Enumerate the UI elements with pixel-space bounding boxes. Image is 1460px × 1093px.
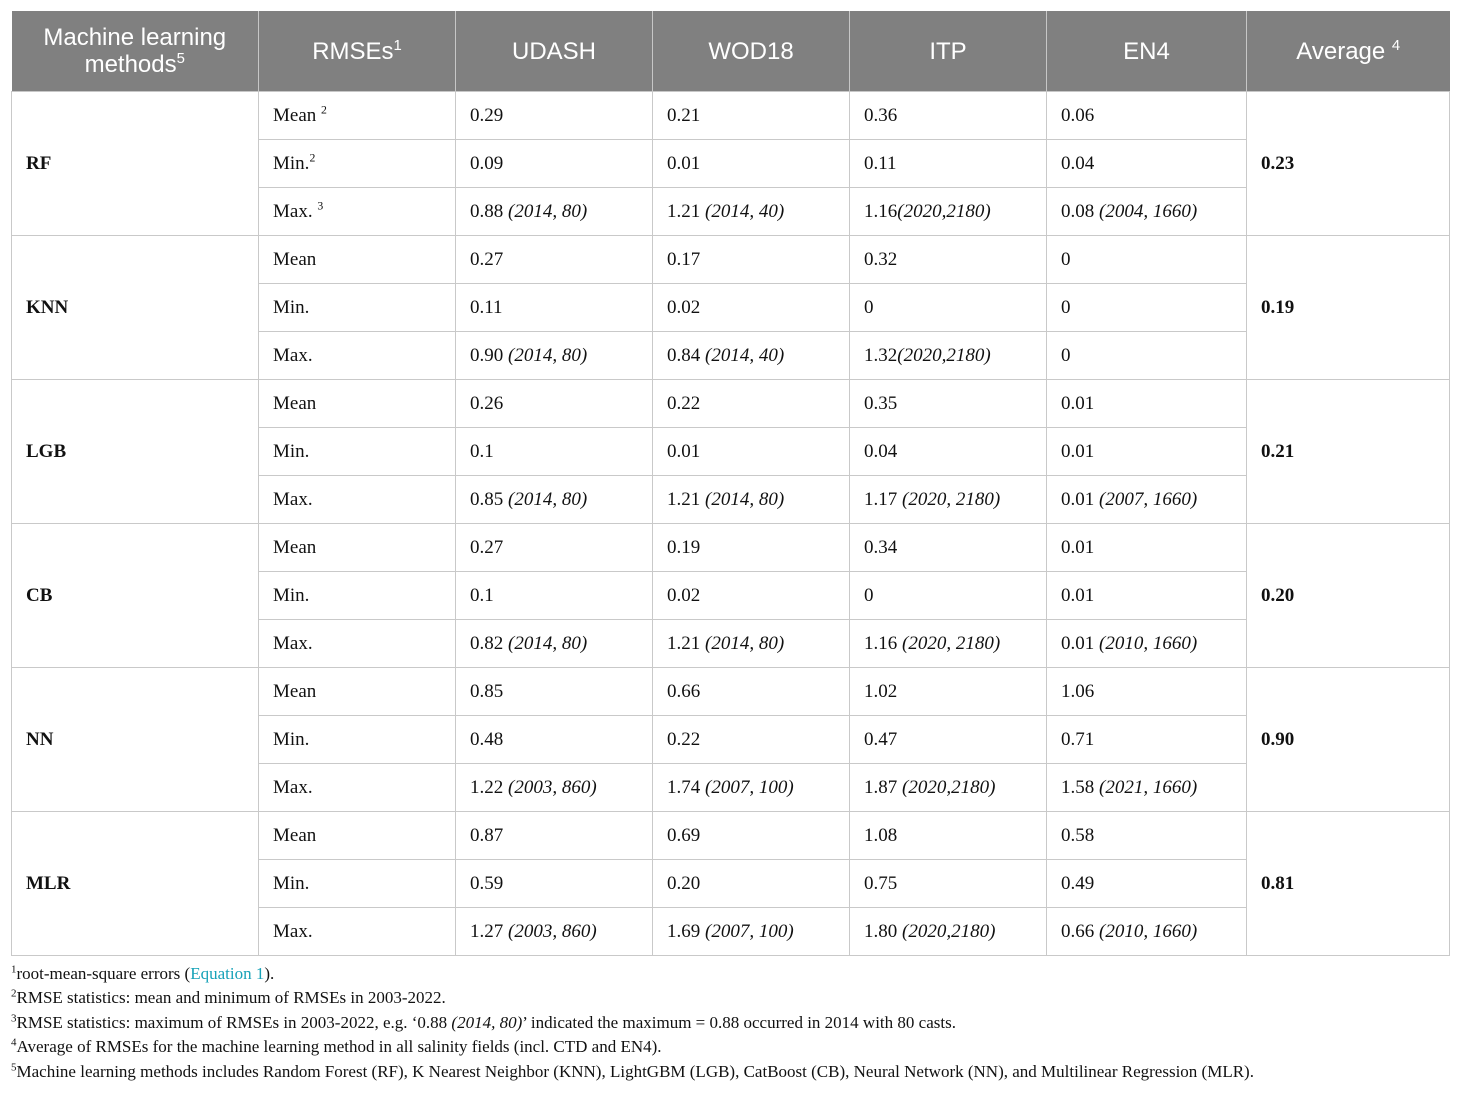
udash-value-cell — [456, 380, 653, 428]
udash-value: 0.85 — [470, 488, 504, 510]
en4-value-cell — [1047, 716, 1247, 764]
udash-value: 0.90 — [470, 344, 504, 366]
udash-value: 0.26 — [470, 392, 504, 414]
udash-value: 0.1 — [470, 584, 494, 606]
footnote-4: $^4$Average of RMSEs for the machine learning method in all salinity fields (incl. CTD and EN4). — [11, 1036, 662, 1057]
itp-value: 0.35 — [864, 392, 898, 414]
stat-label-cell — [259, 332, 456, 380]
itp-value-cell — [850, 620, 1047, 668]
en4-value: 0.01 — [1061, 536, 1095, 558]
wod18-value: 0.21 — [667, 104, 701, 126]
average-cell: 0.81 — [1247, 812, 1450, 956]
stat-label-cell — [259, 92, 456, 140]
itp-value-cell — [850, 812, 1047, 860]
en4-max-note: (2021, 1660) — [1099, 776, 1198, 798]
en4-value: 0.01 — [1061, 584, 1095, 606]
udash-value: 0.27 — [470, 248, 504, 270]
itp-max-note: (2020,2180) — [902, 776, 996, 798]
itp-max-note: (2020,2180) — [897, 344, 991, 366]
stat-label-cell — [259, 524, 456, 572]
method-name-cell: NN — [12, 668, 259, 812]
udash-max-note: (2014, 80) — [508, 200, 588, 222]
itp-value-cell — [850, 716, 1047, 764]
itp-value-cell — [850, 284, 1047, 332]
udash-value-cell — [456, 572, 653, 620]
wod18-value-cell — [653, 812, 850, 860]
average-cell: 0.23 — [1247, 92, 1450, 236]
stat-label-cell — [259, 428, 456, 476]
stat-label-cell — [259, 236, 456, 284]
itp-value: 1.17 — [864, 488, 898, 510]
udash-value-cell — [456, 812, 653, 860]
itp-value: 1.16 — [864, 632, 898, 654]
en4-value-cell — [1047, 764, 1247, 812]
stat-label: Mean — [273, 680, 317, 702]
itp-max-note: (2020, 2180) — [902, 632, 1001, 654]
wod18-value: 0.17 — [667, 248, 701, 270]
en4-value: 0.01 — [1061, 488, 1095, 510]
itp-value-cell — [850, 572, 1047, 620]
method-name-cell: RF — [12, 92, 259, 236]
udash-value: 0.27 — [470, 536, 504, 558]
table-row — [12, 92, 1450, 140]
udash-value-cell — [456, 332, 653, 380]
udash-max-note: (2003, 860) — [508, 776, 597, 798]
table-row — [12, 812, 1450, 860]
stat-label: Mean — [273, 824, 317, 846]
stat-label: Mean — [273, 248, 317, 270]
stat-label: Max. — [273, 200, 313, 222]
stat-label-cell — [259, 572, 456, 620]
stat-footnote-marker: 2 — [321, 103, 327, 117]
wod18-value: 0.20 — [667, 872, 701, 894]
stat-label-cell — [259, 284, 456, 332]
table-row — [12, 524, 1450, 572]
wod18-max-note: (2014, 80) — [705, 488, 785, 510]
en4-value: 0.66 — [1061, 920, 1095, 942]
itp-value-cell — [850, 860, 1047, 908]
udash-value-cell — [456, 716, 653, 764]
en4-value-cell — [1047, 284, 1247, 332]
stat-label-cell — [259, 860, 456, 908]
stat-footnote-marker: 2 — [309, 151, 316, 165]
itp-value-cell — [850, 908, 1047, 956]
en4-value-cell — [1047, 476, 1247, 524]
itp-value-cell — [850, 92, 1047, 140]
udash-value: 0.82 — [470, 632, 504, 654]
wod18-max-note: (2014, 80) — [705, 632, 785, 654]
wod18-value: 0.84 — [667, 344, 701, 366]
stat-footnote-marker: 3 — [317, 199, 324, 213]
wod18-value: 0.02 — [667, 584, 701, 606]
en4-value: 0.01 — [1061, 392, 1095, 414]
wod18-value: 0.19 — [667, 536, 701, 558]
equation-link[interactable]: Equation 1 — [190, 964, 265, 983]
stat-label-cell — [259, 620, 456, 668]
average-cell: 0.19 — [1247, 236, 1450, 380]
stat-label-cell — [259, 716, 456, 764]
wod18-value-cell — [653, 428, 850, 476]
wod18-value-cell — [653, 476, 850, 524]
en4-value: 0.58 — [1061, 824, 1095, 846]
table-row — [12, 668, 1450, 716]
method-name-cell: KNN — [12, 236, 259, 380]
udash-value-cell — [456, 860, 653, 908]
itp-value: 0.75 — [864, 872, 898, 894]
method-name-cell: LGB — [12, 380, 259, 524]
wod18-value: 1.21 — [667, 632, 701, 654]
method-name-cell: CB — [12, 524, 259, 668]
itp-value-cell — [850, 668, 1047, 716]
wod18-value-cell — [653, 188, 850, 236]
wod18-value: 0.66 — [667, 680, 701, 702]
itp-value: 0.04 — [864, 440, 898, 462]
en4-value: 0.01 — [1061, 440, 1095, 462]
itp-value-cell — [850, 188, 1047, 236]
stat-label-cell — [259, 140, 456, 188]
itp-value: 0.11 — [864, 152, 897, 174]
udash-value-cell — [456, 284, 653, 332]
en4-value: 0.06 — [1061, 104, 1095, 126]
udash-value: 0.11 — [470, 296, 503, 318]
en4-value-cell — [1047, 236, 1247, 284]
footnote-1: $^1$root-mean-square errors (Equation 1). — [11, 963, 275, 983]
wod18-value: 0.01 — [667, 440, 701, 462]
itp-value: 0 — [864, 584, 874, 606]
en4-value-cell — [1047, 428, 1247, 476]
stat-label: Max. — [273, 920, 313, 942]
udash-max-note: (2014, 80) — [508, 488, 588, 510]
wod18-value-cell — [653, 524, 850, 572]
stat-label: Max. — [273, 776, 313, 798]
itp-value: 0.34 — [864, 536, 898, 558]
wod18-value-cell — [653, 92, 850, 140]
en4-value-cell — [1047, 668, 1247, 716]
itp-max-note: (2020,2180) — [902, 920, 996, 942]
stat-label: Max. — [273, 344, 313, 366]
itp-value-cell — [850, 332, 1047, 380]
stat-label: Mean — [273, 536, 317, 558]
en4-value: 0.04 — [1061, 152, 1095, 174]
udash-value: 0.09 — [470, 152, 504, 174]
wod18-value: 1.69 — [667, 920, 701, 942]
en4-value-cell — [1047, 524, 1247, 572]
wod18-value-cell — [653, 380, 850, 428]
wod18-value-cell — [653, 284, 850, 332]
stat-label: Min. — [273, 872, 310, 894]
itp-value: 1.80 — [864, 920, 898, 942]
table-header — [12, 11, 1450, 92]
udash-value: 0.1 — [470, 440, 494, 462]
wod18-max-note: (2014, 40) — [705, 200, 785, 222]
header-itp: ITP — [850, 11, 1047, 92]
wod18-value: 0.69 — [667, 824, 701, 846]
en4-max-note: (2007, 1660) — [1099, 488, 1198, 510]
wod18-max-note: (2014, 40) — [705, 344, 785, 366]
udash-value-cell — [456, 428, 653, 476]
udash-value: 0.88 — [470, 200, 504, 222]
en4-value-cell — [1047, 92, 1247, 140]
en4-value: 0.08 — [1061, 200, 1095, 222]
udash-value-cell — [456, 92, 653, 140]
wod18-value-cell — [653, 620, 850, 668]
wod18-value-cell — [653, 236, 850, 284]
en4-value-cell — [1047, 332, 1247, 380]
header-wod18: WOD18 — [653, 11, 850, 92]
stat-label-cell — [259, 764, 456, 812]
udash-value: 0.29 — [470, 104, 504, 126]
udash-value-cell — [456, 908, 653, 956]
itp-value-cell — [850, 236, 1047, 284]
itp-max-note: (2020,2180) — [897, 200, 991, 222]
header-udash: UDASH — [456, 11, 653, 92]
en4-max-note: (2010, 1660) — [1099, 632, 1198, 654]
stat-label: Min. — [273, 296, 310, 318]
header-average: Average $^4$ — [1247, 11, 1450, 92]
en4-value: 0 — [1061, 344, 1071, 366]
en4-value-cell — [1047, 140, 1247, 188]
udash-value-cell — [456, 524, 653, 572]
stat-label: Min. — [273, 440, 310, 462]
itp-value-cell — [850, 380, 1047, 428]
wod18-value-cell — [653, 860, 850, 908]
itp-value: 1.02 — [864, 680, 898, 702]
udash-max-note: (2003, 860) — [508, 920, 597, 942]
header-rmses: RMSEs$^1$ — [259, 11, 456, 92]
stat-label-cell — [259, 908, 456, 956]
footnote-5: $^5$Machine learning methods includes Random Forest (RF), K Nearest Neighbor (KNN), LightGBM (LGB), CatBoost (CB), Neural Network (NN), and Multilinear Regression (MLR). — [11, 1060, 1254, 1081]
table-row — [12, 380, 1450, 428]
udash-max-note: (2014, 80) — [508, 344, 588, 366]
en4-value: 0 — [1061, 296, 1071, 318]
wod18-value: 1.21 — [667, 488, 701, 510]
stat-label-cell — [259, 668, 456, 716]
udash-value: 1.27 — [470, 920, 504, 942]
itp-value-cell — [850, 428, 1047, 476]
en4-value-cell — [1047, 572, 1247, 620]
itp-value: 1.32 — [864, 344, 898, 366]
stat-label: Min. — [273, 728, 310, 750]
stat-label-cell — [259, 476, 456, 524]
en4-max-note: (2004, 1660) — [1099, 200, 1198, 222]
wod18-value: 0.01 — [667, 152, 701, 174]
itp-value: 1.16 — [864, 200, 898, 222]
en4-value-cell — [1047, 620, 1247, 668]
average-cell: 0.20 — [1247, 524, 1450, 668]
itp-value: 0.47 — [864, 728, 898, 750]
en4-value: 1.06 — [1061, 680, 1095, 702]
udash-value: 1.22 — [470, 776, 504, 798]
header-methods: Machine learning methods$^5$ — [12, 11, 259, 92]
wod18-value-cell — [653, 332, 850, 380]
udash-value-cell — [456, 188, 653, 236]
wod18-value-cell — [653, 764, 850, 812]
udash-value: 0.85 — [470, 680, 504, 702]
wod18-value: 0.22 — [667, 392, 701, 414]
itp-value-cell — [850, 140, 1047, 188]
en4-value-cell — [1047, 908, 1247, 956]
itp-max-note: (2020, 2180) — [902, 488, 1001, 510]
udash-value-cell — [456, 140, 653, 188]
stat-label: Mean — [273, 392, 317, 414]
en4-value: 0.01 — [1061, 632, 1095, 654]
udash-value: 0.59 — [470, 872, 504, 894]
udash-value-cell — [456, 236, 653, 284]
itp-value: 0.32 — [864, 248, 898, 270]
rmse-table — [11, 11, 1450, 956]
en4-value-cell — [1047, 380, 1247, 428]
udash-value: 0.87 — [470, 824, 504, 846]
wod18-value-cell — [653, 716, 850, 764]
wod18-value: 0.22 — [667, 728, 701, 750]
table-body — [12, 92, 1450, 956]
footnote-2: $^2$RMSE statistics: mean and minimum of RMSEs in 2003-2022. — [11, 987, 446, 1008]
udash-value-cell — [456, 476, 653, 524]
wod18-value-cell — [653, 908, 850, 956]
wod18-max-note: (2007, 100) — [705, 776, 794, 798]
en4-value: 1.58 — [1061, 776, 1095, 798]
wod18-value: 1.74 — [667, 776, 701, 798]
itp-value-cell — [850, 476, 1047, 524]
wod18-value-cell — [653, 668, 850, 716]
en4-value-cell — [1047, 812, 1247, 860]
method-name-cell: MLR — [12, 812, 259, 956]
en4-max-note: (2010, 1660) — [1099, 920, 1198, 942]
table-row — [12, 236, 1450, 284]
stat-label-cell — [259, 380, 456, 428]
en4-value: 0 — [1061, 248, 1071, 270]
footnote-3: $^3$RMSE statistics: maximum of RMSEs in 2003-2022, e.g. ‘0.88 (2014, 80)’ indicated the maximum = 0.88 occurred in 2014 with 80 casts. — [11, 1012, 956, 1032]
itp-value: 1.08 — [864, 824, 898, 846]
header-en4: EN4 — [1047, 11, 1247, 92]
udash-value-cell — [456, 764, 653, 812]
stat-label: Max. — [273, 632, 313, 654]
en4-value-cell — [1047, 860, 1247, 908]
stat-label: Min. — [273, 584, 310, 606]
stat-label: Max. — [273, 488, 313, 510]
itp-value: 0 — [864, 296, 874, 318]
average-cell: 0.21 — [1247, 380, 1450, 524]
udash-max-note: (2014, 80) — [508, 632, 588, 654]
udash-value: 0.48 — [470, 728, 504, 750]
wod18-max-note: (2007, 100) — [705, 920, 794, 942]
en4-value: 0.49 — [1061, 872, 1095, 894]
wod18-value-cell — [653, 572, 850, 620]
stat-label-cell — [259, 812, 456, 860]
stat-label: Min. — [273, 152, 310, 174]
footnotes — [11, 962, 1449, 1084]
itp-value: 1.87 — [864, 776, 898, 798]
itp-value: 0.36 — [864, 104, 898, 126]
itp-value-cell — [850, 524, 1047, 572]
wod18-value: 1.21 — [667, 200, 701, 222]
udash-value-cell — [456, 620, 653, 668]
stat-label-cell — [259, 188, 456, 236]
en4-value: 0.71 — [1061, 728, 1095, 750]
itp-value-cell — [850, 764, 1047, 812]
en4-value-cell — [1047, 188, 1247, 236]
stat-label: Mean — [273, 104, 317, 126]
udash-value-cell — [456, 668, 653, 716]
wod18-value-cell — [653, 140, 850, 188]
wod18-value: 0.02 — [667, 296, 701, 318]
average-cell: 0.90 — [1247, 668, 1450, 812]
